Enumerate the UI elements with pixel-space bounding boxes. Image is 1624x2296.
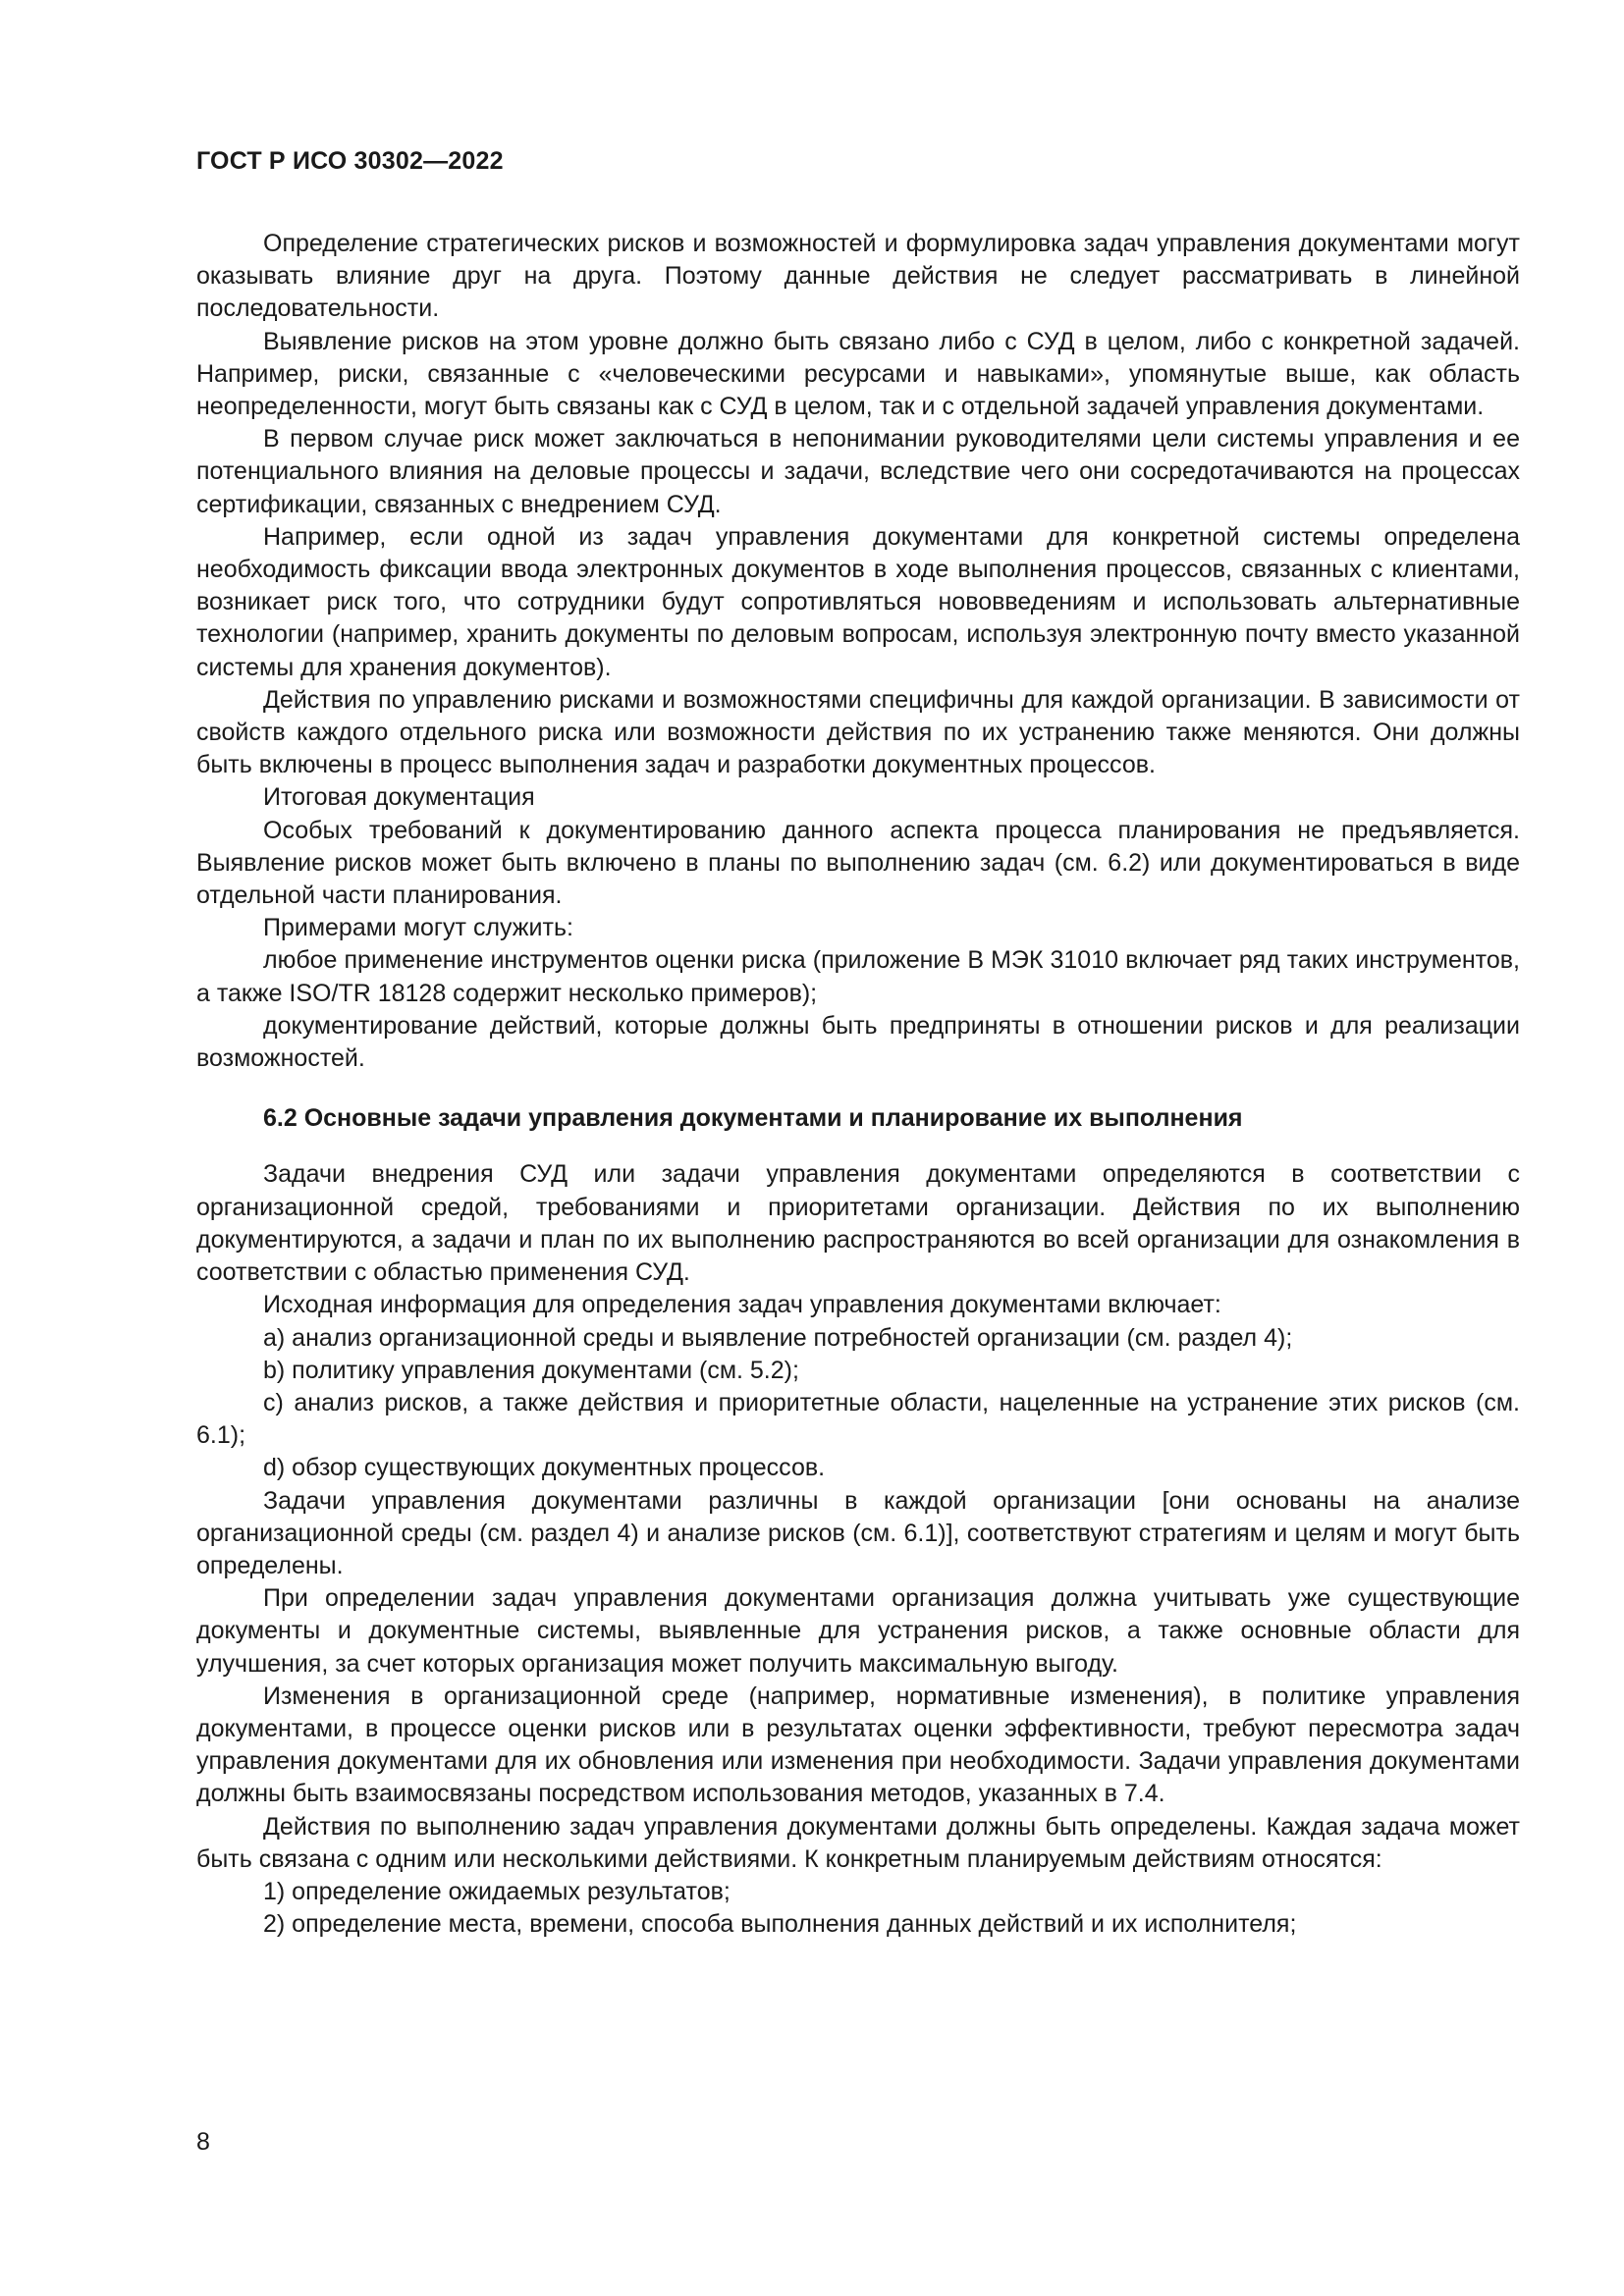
body-paragraph: Определение стратегических рисков и возможностей и формулировка задач управления документами могут оказывать влияние друг на друга. Поэтому данные действия не следует рассматривать в линейной последовательности.	[196, 230, 1520, 323]
list-item: 2) определение места, времени, способа выполнения данных действий и их исполнителя;	[263, 1910, 1297, 1939]
section-heading: 6.2 Основные задачи управления документами и планирование их выполнения	[263, 1104, 1243, 1133]
list-item: c) анализ рисков, а также действия и приоритетные области, нацеленные на устранение этих рисков (см. 6.1);	[196, 1388, 1520, 1450]
body-paragraph: Задачи управления документами различны в каждой организации [они основаны на анализе организационной среды (см. раздел 4) и анализе рисков (см. 6.1)], соответствуют стратегиям и целям и могут быть определены.	[196, 1486, 1520, 1579]
body-paragraph: При определении задач управления документами организация должна учитывать уже существующие документы и документные системы, выявленные для устранения рисков, а также основные области для улучшения, за счет которых организация может получить максимальную выгоду.	[196, 1584, 1520, 1678]
list-item: 1) определение ожидаемых результатов;	[263, 1877, 731, 1905]
body-paragraph: Примерами могут служить:	[263, 914, 573, 942]
list-item: документирование действий, которые должны быть предприняты в отношении рисков и для реализации возможностей.	[196, 1011, 1520, 1073]
body-paragraph: Задачи внедрения СУД или задачи управления документами определяются в соответствии с организационной средой, требованиями и приоритетами организации. Действия по их выполнению документируются, а задачи и план по их выполнению распространяются во всей организации для ознакомления в соответствии с областью применения СУД.	[196, 1160, 1520, 1287]
body-paragraph: Действия по управлению рисками и возможностями специфичны для каждой организации. В зависимости от свойств каждого отдельного риска или возможности действия по их устранению также меняются. Они должны быть включены в процесс выполнения задач и разработки документных процессов.	[196, 685, 1520, 779]
body-paragraph: Особых требований к документированию данного аспекта процесса планирования не предъявляется. Выявление рисков может быть включено в планы по выполнению задач (см. 6.2) или документироваться в виде отдельной части планирования.	[196, 816, 1520, 910]
body-paragraph: Изменения в организационной среде (например, нормативные изменения), в политике управления документами, в процессе оценки рисков или в результатах оценки эффективности, требуют пересмотра задач управления документами для их обновления или изменения при необходимости. Задачи управления документами должны быть взаимосвязаны посредством использования методов, указанных в 7.4.	[196, 1682, 1520, 1808]
document-body	[196, 228, 1520, 1941]
body-paragraph: Итоговая документация	[263, 783, 535, 812]
body-paragraph: В первом случае риск может заключаться в непонимании руководителями цели системы управления и ее потенциального влияния на деловые процессы и задачи, вследствие чего они сосредотачиваются на процессах сертификации, связанных с внедрением СУД.	[196, 425, 1520, 518]
body-paragraph: Действия по выполнению задач управления документами должны быть определены. Каждая задача может быть связана с одним или несколькими действиями. К конкретным планируемым действиям относятся:	[196, 1812, 1520, 1873]
body-paragraph: Например, если одной из задач управления документами для конкретной системы определена необходимость фиксации ввода электронных документов в ходе выполнения процессов, связанных с клиентами, возникает риск того, что сотрудники будут сопротивляться нововведениям и использовать альтернативные технологии (например, хранить документы по деловым вопросам, используя электронную почту вместо указанной системы для хранения документов).	[196, 522, 1520, 681]
page-number: 8	[196, 2128, 210, 2156]
list-item: любое применение инструментов оценки риска (приложение В МЭК 31010 включает ряд таких инструментов, а также ISO/TR 18128 содержит несколько примеров);	[196, 946, 1520, 1007]
list-item: b) политику управления документами (см. 5.2);	[263, 1356, 799, 1384]
document-header: ГОСТ Р ИСО 30302—2022	[196, 147, 504, 175]
list-item: d) обзор существующих документных процессов.	[263, 1454, 826, 1482]
list-item: a) анализ организационной среды и выявление потребностей организации (см. раздел 4);	[263, 1323, 1293, 1352]
body-paragraph: Выявление рисков на этом уровне должно быть связано либо с СУД в целом, либо с конкретной задачей. Например, риски, связанные с «человеческими ресурсами и навыками», упомянутые выше, как область неопределенности, могут быть связаны как с СУД в целом, так и с отдельной задачей управления документами.	[196, 327, 1520, 421]
body-paragraph: Исходная информация для определения задач управления документами включает:	[263, 1291, 1221, 1319]
